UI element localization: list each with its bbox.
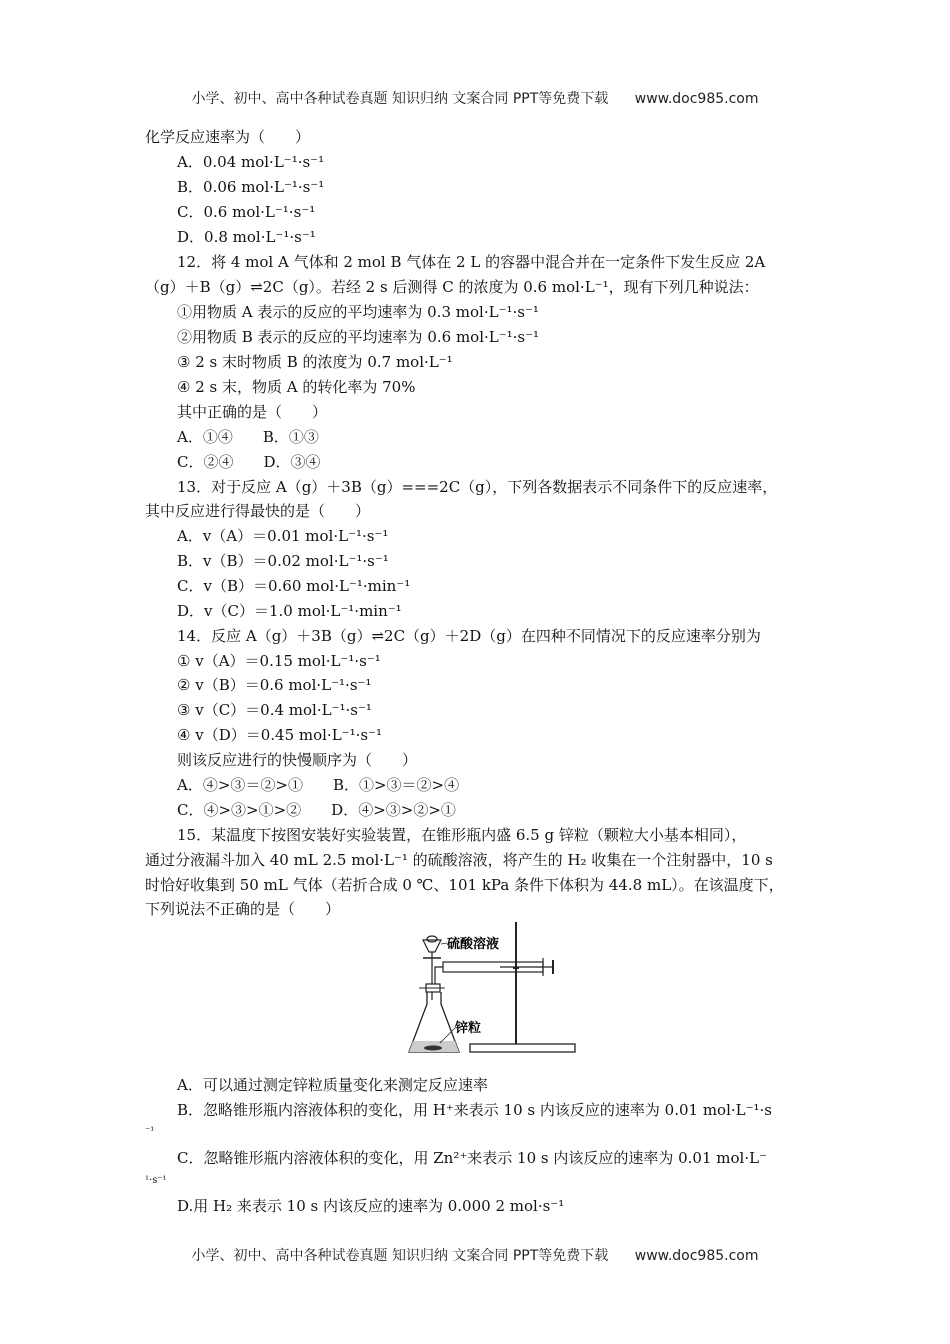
stand-base [470, 1044, 575, 1052]
q15-stem-line1: 15．某温度下按图安装好实验装置，在锥形瓶内盛 6.5 g 锌粒（颗粒大小基本相同）， [177, 826, 747, 844]
footer-site-link[interactable]: www.doc985.com [634, 1248, 759, 1264]
q11-option-a: A．0.04 mol·L⁻¹·s⁻¹ [177, 153, 325, 171]
q11-option-b: B．0.06 mol·L⁻¹·s⁻¹ [177, 178, 325, 196]
q11-stem-cont: 化学反应速率为（ ） [145, 128, 311, 146]
q14-options-cd: C．④>③>①>② D．④>③>②>① [177, 801, 456, 819]
header-site-link[interactable]: www.doc985.com [634, 91, 759, 107]
q14-options-ab: A．④>③＝②>① B．①>③＝②>④ [177, 776, 460, 794]
footer-text: 小学、初中、高中各种试卷真题 知识归纳 文案合同 PPT等免费下载 [191, 1248, 609, 1264]
q15-stem-line4: 下列说法不正确的是（ ） [145, 900, 341, 918]
q11-option-c: C．0.6 mol·L⁻¹·s⁻¹ [177, 203, 316, 221]
label-acid: 硫酸溶液 [447, 937, 500, 952]
q15-stem-line3: 时恰好收集到 50 mL 气体（若折合成 0 ℃、101 kPa 条件下体积为 44.8 mL）。在该温度下， [145, 876, 784, 894]
q12-stem-line2: （g）＋B（g）⇌2C（g）。若经 2 s 后测得 C 的浓度为 0.6 mol·L⁻¹，现有下列几种说法： [145, 278, 759, 296]
q13-stem-line1: 13．对于反应 A（g）＋3B（g）===2C（g），下列各数据表示不同条件下的反应速率， [177, 478, 778, 496]
header-text: 小学、初中、高中各种试卷真题 知识归纳 文案合同 PPT等免费下载 [191, 91, 609, 107]
zinc-granules [424, 1046, 442, 1051]
page-header [0, 88, 950, 108]
label-zinc: 锌粒 [455, 1021, 482, 1036]
q14-case-3: ③ v（C）＝0.4 mol·L⁻¹·s⁻¹ [177, 701, 372, 719]
q12-statement-3: ③ 2 s 末时物质 B 的浓度为 0.7 mol·L⁻¹ [177, 353, 453, 371]
q12-stem-line1: 12．将 4 mol A 气体和 2 mol B 气体在 2 L 的容器中混合并在一定条件下发生反应 2A [177, 253, 766, 271]
q13-option-b: B．v（B）＝0.02 mol·L⁻¹·s⁻¹ [177, 552, 389, 570]
q15-stem-line2: 通过分液漏斗加入 40 mL 2.5 mol·L⁻¹ 的硫酸溶液，将产生的 H₂ 收集在一个注射器中，10 s [145, 851, 773, 869]
page-footer [0, 1245, 950, 1265]
q12-statement-2: ②用物质 B 表示的反应的平均速率为 0.6 mol·L⁻¹·s⁻¹ [177, 328, 540, 346]
q13-option-c: C．v（B）＝0.60 mol·L⁻¹·min⁻¹ [177, 577, 411, 595]
q15-option-b: B．忽略锥形瓶内溶液体积的变化，用 H⁺来表示 10 s 内该反应的速率为 0.01 mol·L⁻¹·s [177, 1101, 772, 1119]
apparatus-figure [405, 920, 580, 1060]
q15-option-c-wrap: ¹·s⁻¹ [145, 1175, 167, 1186]
q13-option-a: A．v（A）＝0.01 mol·L⁻¹·s⁻¹ [177, 527, 389, 545]
q14-case-2: ② v（B）＝0.6 mol·L⁻¹·s⁻¹ [177, 676, 372, 694]
q14-case-1: ① v（A）＝0.15 mol·L⁻¹·s⁻¹ [177, 652, 381, 670]
q15-option-d: D.用 H₂ 来表示 10 s 内该反应的速率为 0.000 2 mol·s⁻¹ [177, 1197, 565, 1215]
q12-options-ab: A．①④ B．①③ [177, 428, 319, 446]
q14-ask: 则该反应进行的快慢顺序为（ ） [177, 751, 418, 769]
q12-ask: 其中正确的是（ ） [177, 403, 328, 421]
q15-option-a: A．可以通过测定锌粒质量变化来测定反应速率 [177, 1076, 488, 1094]
q13-stem-line2: 其中反应进行得最快的是（ ） [145, 502, 371, 520]
q12-options-cd: C．②④ D．③④ [177, 453, 321, 471]
q12-statement-4: ④ 2 s 末，物质 A 的转化率为 70% [177, 378, 416, 396]
q11-option-d: D．0.8 mol·L⁻¹·s⁻¹ [177, 228, 316, 246]
q14-stem: 14．反应 A（g）＋3B（g）⇌2C（g）＋2D（g）在四种不同情况下的反应速率分别为 [177, 627, 761, 645]
q15-option-c: C．忽略锥形瓶内溶液体积的变化，用 Zn²⁺来表示 10 s 内该反应的速率为 0.01 mol·L⁻ [177, 1149, 767, 1167]
q14-case-4: ④ v（D）＝0.45 mol·L⁻¹·s⁻¹ [177, 726, 382, 744]
q12-statement-1: ①用物质 A 表示的反应的平均速率为 0.3 mol·L⁻¹·s⁻¹ [177, 303, 539, 321]
q15-option-b-wrap: ⁻¹ [145, 1126, 155, 1137]
q13-option-d: D．v（C）＝1.0 mol·L⁻¹·min⁻¹ [177, 602, 402, 620]
